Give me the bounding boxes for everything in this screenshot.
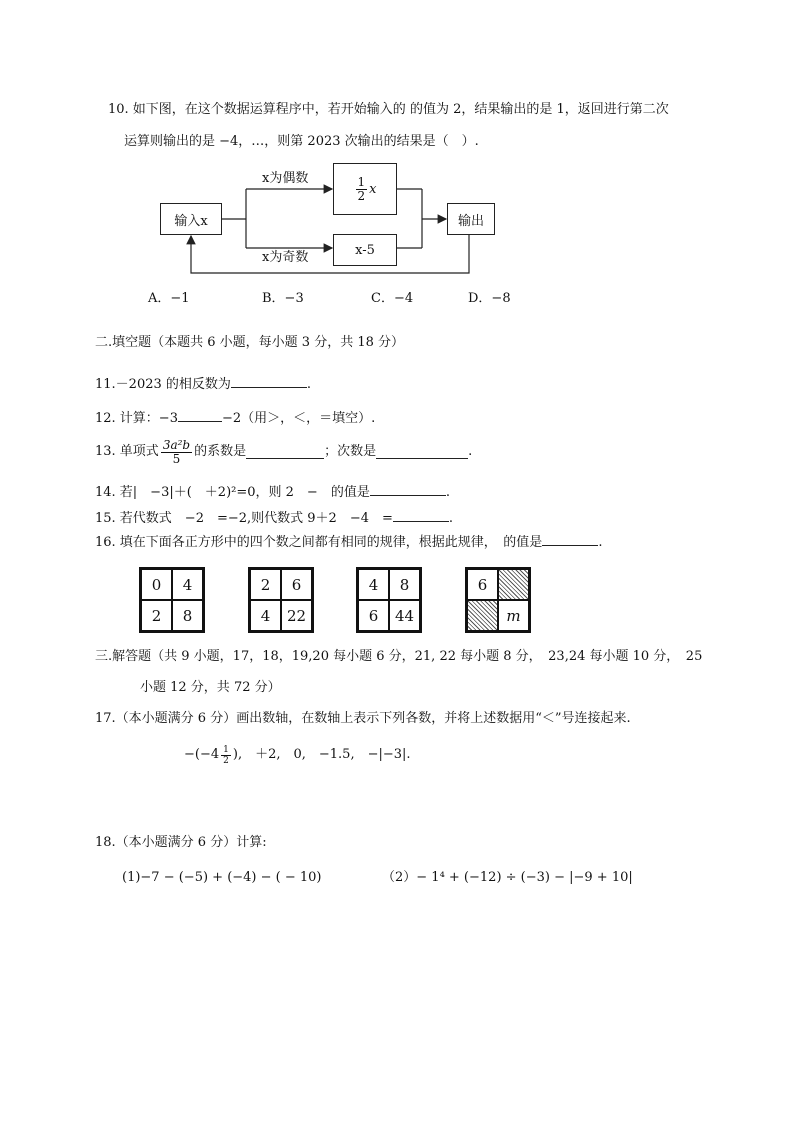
square-2-cell: 22	[281, 600, 312, 631]
square-3-cell: 44	[389, 600, 420, 631]
square-2	[248, 567, 314, 633]
half-fraction: $\frac{1}{2}$	[357, 174, 366, 203]
q14: 14. 若| −3|＋( ＋2)²=0，则 2 − 的值是 .	[95, 482, 450, 502]
q18-part1: (1)−7 − (−5) + (−4) − ( − 10)	[122, 870, 322, 885]
q16-blank	[542, 532, 598, 546]
square-4	[465, 567, 531, 633]
q17-numbers: −(−4 $\frac{1}{2}$ ), ＋2, 0, −1.5, −|−3|.	[184, 744, 411, 766]
option-c: C．−4	[371, 291, 414, 306]
square-1-cell: 2	[141, 600, 172, 631]
q13: 13. 单项式 $\frac{\text{3a²b}}{5}$ 的系数是 ；次数是 .	[95, 437, 473, 466]
q13-blank-2	[376, 445, 468, 459]
square-4-hatched-cell	[498, 569, 529, 600]
input-box	[160, 203, 222, 235]
square-3-cell: 6	[358, 600, 389, 631]
square-1-cell: 0	[141, 569, 172, 600]
option-b: B．−3	[262, 291, 304, 306]
square-2-cell: 4	[250, 600, 281, 631]
square-4-cell-m: m	[498, 600, 529, 631]
square-1	[139, 567, 205, 633]
output-label: 输出	[457, 213, 484, 229]
q11-blank	[231, 374, 307, 388]
even-label: x为偶数	[262, 171, 309, 186]
q18: 18.（本小题满分 6 分）计算:	[95, 835, 267, 850]
q17-fraction: $\frac{1}{2}$	[223, 744, 229, 766]
q14-blank	[370, 482, 446, 496]
q12-blank	[178, 408, 222, 422]
output-box	[447, 203, 495, 235]
q15: 15. 若代数式 −2 =−2,则代数式 9＋2 −4 = .	[95, 508, 453, 528]
square-4-hatched-cell	[467, 600, 498, 631]
square-3-cell: 8	[389, 569, 420, 600]
square-3	[356, 567, 422, 633]
flowchart-arrows	[0, 0, 794, 320]
square-4-cell: 6	[467, 569, 498, 600]
half-var: x	[369, 181, 377, 197]
q15-blank	[393, 508, 449, 522]
square-2-cell: 2	[250, 569, 281, 600]
square-2-cell: 6	[281, 569, 312, 600]
square-1-cell: 8	[172, 600, 203, 631]
q10-line2: 运算则输出的是 −4，…，则第 2023 次输出的结果是（ ）.	[124, 134, 479, 149]
odd-label: x为奇数	[262, 250, 309, 265]
section3-title: 三.解答题（共 9 小题，17，18，19,20 每小题 6 分，21, 22 每小题 8 分， 23,24 每小题 10 分， 25	[95, 649, 703, 664]
q11: 11.－2023 的相反数为 .	[95, 374, 311, 394]
input-label: 输入x	[174, 213, 208, 229]
half-box	[333, 163, 397, 215]
q16: 16. 填在下面各正方形中的四个数之间都有相同的规律，根据此规律， 的值是 .	[95, 532, 602, 552]
q18-part2: （2）− 1⁴ + (−12) ÷ (−3) − |−9 + 10|	[382, 870, 633, 885]
square-3-cell: 4	[358, 569, 389, 600]
option-a: A．−1	[148, 291, 190, 306]
q13-fraction: $\frac{\text{3a²b}}{5}$	[162, 437, 191, 466]
section3-title-cont: 小题 12 分，共 72 分）	[140, 680, 281, 695]
option-d: D．−8	[468, 291, 511, 306]
minus-label: x-5	[355, 242, 375, 258]
section2-title: 二.填空题（本题共 6 小题，每小题 3 分，共 18 分）	[95, 335, 405, 350]
minus-box	[333, 234, 397, 266]
q10-line1: 10. 如下图，在这个数据运算程序中，若开始输入的 的值为 2，结果输出的是 1，返回进行第二次	[108, 102, 669, 117]
square-1-cell: 4	[172, 569, 203, 600]
q13-blank-1	[246, 445, 324, 459]
q17: 17.（本小题满分 6 分）画出数轴，在数轴上表示下列各数，并将上述数据用“＜”号连接起来.	[95, 711, 631, 726]
q12: 12. 计算：−3 −2（用＞，＜，＝填空）.	[95, 408, 375, 428]
